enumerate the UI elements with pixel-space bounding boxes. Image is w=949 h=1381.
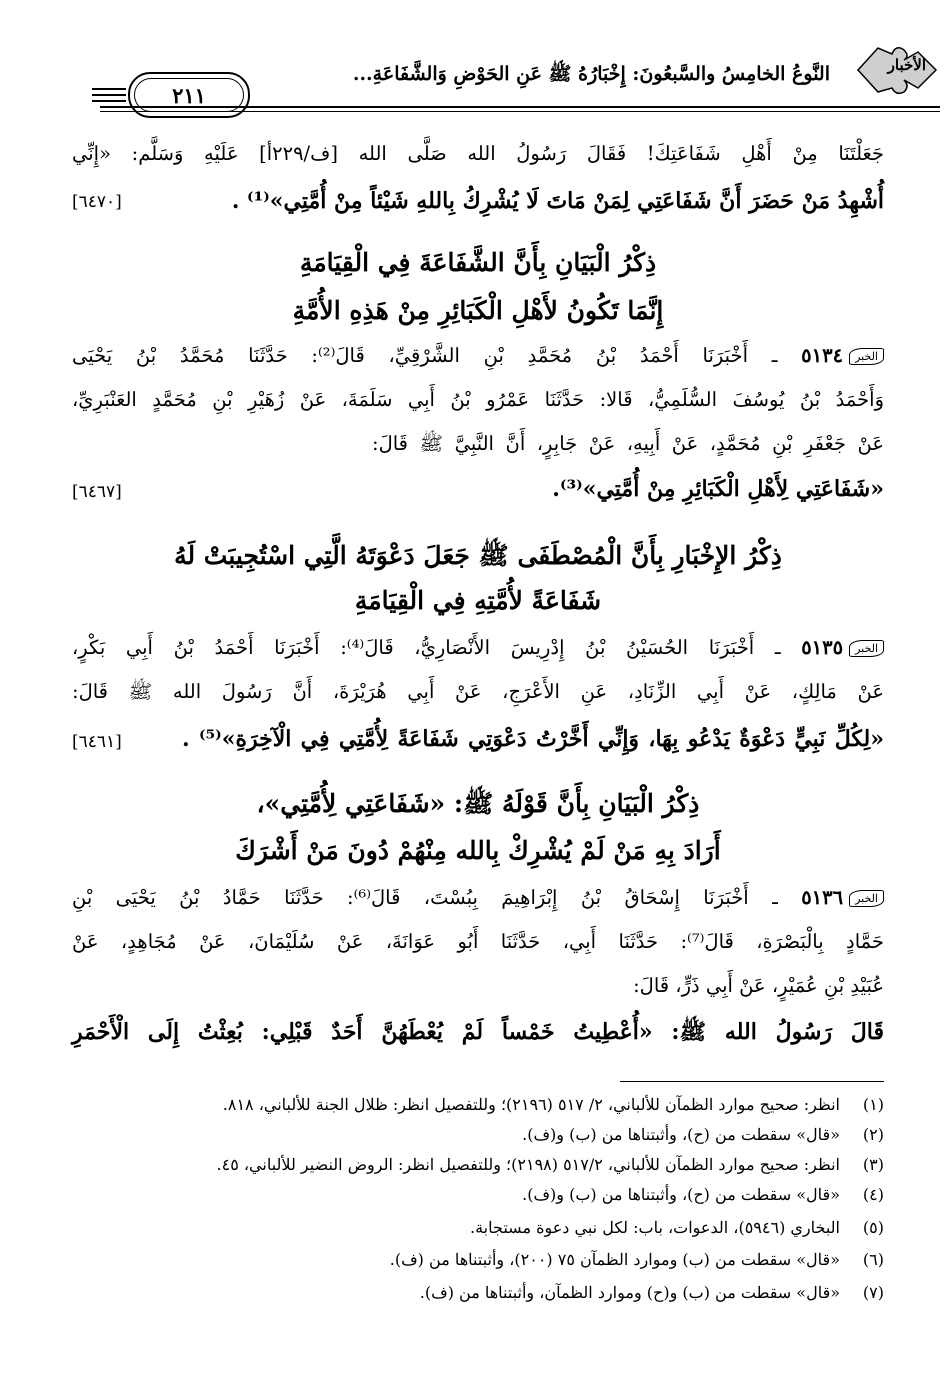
footnote: (٧)«قال» سقطت من (ب) و(ح) وموارد الظمآن، وأثبتناها من (ف). xyxy=(419,1283,884,1302)
hadith-text: ـ أَخْبَرَنَا إِسْحَاقُ بْنُ إِبْرَاهِيمَ بِبُسْتَ، قَالَ⁽⁶⁾: حَدَّثَنَا حَمَّادُ بْنُ يَحْيَى بْنِ xyxy=(72,886,778,909)
text-line: قَالَ رَسُولُ الله ﷺ: «أُعْطِيتُ خَمْساً لَمْ يُعْطَهُنَّ أَحَدٌ قَبْلِي: بُعِثْتُ إِلَى الْأَحْمَرِ xyxy=(72,1019,884,1045)
footnote: (١)انظر: صحيح موارد الظمآن للألباني، ٢/ ٥١٧ (٢١٩٦)؛ وللتفصيل انظر: ظلال الجنة للألباني، ٨١٨. xyxy=(222,1095,884,1114)
hadith-reference: [٦٤٦١] xyxy=(72,732,122,752)
footnote: (٦)«قال» سقطت من (ب) وموارد الظمآن ٧٥ (٢٠٠)، وأثبتناها من (ف). xyxy=(389,1250,884,1269)
section-heading: ذِكْرُ الإِخْبَارِ بِأَنَّ الْمُصْطَفَى ﷺ جَعَلَ دَعْوَتَهُ الَّتِي اسْتُجِيبَتْ لَهُ xyxy=(174,541,782,570)
running-title: النَّوعُ الخامِسُ والسَّبعُونَ: إِخْبَارُهُ ﷺ عَنِ الحَوْضِ وَالشَّفَاعَةِ... xyxy=(352,63,830,85)
text-line: عُبَيْدِ بْنِ عُمَيْرٍ، عَنْ أَبِي ذَرٍّ، قَالَ: xyxy=(633,974,884,997)
page-number: ٢١١ xyxy=(172,82,206,108)
hadith-badge: الخبر xyxy=(849,348,884,365)
text-line: جَعَلْتَنَا مِنْ أَهْلِ شَفَاعَتِكَ! فَقَالَ رَسُولُ الله صَلَّى الله [ف/٢٢٩أ] عَلَيْهِ وَسَلَّم: «إِنِّي xyxy=(72,142,884,165)
text-line: حَمَّادٍ بِالْبَصْرَةِ، قَالَ⁽⁷⁾: حَدَّثَنَا أَبِي، حَدَّثَنَا أَبُو عَوَانَةَ، عَنْ سُلَيْمَانَ، عَنْ مُجَاهِدٍ، عَنْ xyxy=(72,930,884,953)
text-line: أُشْهِدُ مَنْ حَضَرَ أَنَّ شَفَاعَتِي لِمَنْ مَاتَ لَا يُشْرِكُ بِاللهِ شَيْئاً مِنْ أُمَّتِي»⁽¹⁾ . xyxy=(231,188,884,214)
hadith-reference: [٦٤٧٠] xyxy=(72,192,122,212)
section-badge-label: الأخبار xyxy=(887,56,926,74)
footnote: (٤)«قال» سقطت من (ح)، وأثبتناها من (ب) و(ف). xyxy=(522,1185,884,1204)
text-line: عَنْ جَعْفَرِ بْنِ مُحَمَّدٍ، عَنْ أَبِيهِ، عَنْ جَابِرٍ، أَنَّ النَّبِيَّ ﷺ قَالَ: xyxy=(372,432,884,455)
hadith-badge: الخبر xyxy=(849,890,884,907)
footnote: (٥)البخاري (٥٩٤٦)، الدعوات، باب: لكل نبي دعوة مستجابة. xyxy=(470,1218,884,1237)
text-line: عَنْ مَالِكٍ، عَنْ أَبِي الزِّنَادِ، عَنِ الأَعْرَجِ، عَنْ أَبِي هُرَيْرَةَ، أَنَّ رَسُولَ الله ﷺ قَالَ: xyxy=(72,680,884,703)
text-line: «لِكُلِّ نَبِيٍّ دَعْوَةٌ يَدْعُو بِهَا، وَإِنِّي أَخَّرْتُ دَعْوَتِي شَفَاعَةً لِأُمَّتِي فِي الْآخِرَةِ»⁽⁵⁾ . xyxy=(182,726,884,752)
section-heading: شَفَاعَةً لأُمَّتِهِ فِي الْقِيَامَةِ xyxy=(354,586,602,615)
section-heading: ذِكْرُ الْبَيَانِ بِأَنَّ الشَّفَاعَةَ فِي الْقِيَامَةِ xyxy=(299,248,657,277)
hadith-text: ـ أَخْبَرَنَا أَحْمَدُ بْنُ مُحَمَّدِ بْنِ الشَّرْقِيِّ، قَالَ⁽²⁾: حَدَّثَنَا مُحَمَّدُ بْنُ يَحْيَى xyxy=(72,344,778,367)
hadith-text: ـ أَخْبَرَنَا الحُسَيْنُ بْنُ إِدْرِيسَ الأَنْصَارِيُّ، قَالَ⁽⁴⁾: أَخْبَرَنَا أَحْمَدُ بْنُ أَبِي بَكْرٍ، xyxy=(72,636,781,659)
hadith-5135-line xyxy=(72,636,884,659)
footnote: (٢)«قال» سقطت من (ح)، وأثبتناها من (ب) و(ف). xyxy=(522,1125,884,1144)
text-line: «شَفَاعَتِي لِأَهْلِ الْكَبَائِرِ مِنْ أُمَّتِي»⁽³⁾. xyxy=(552,476,884,502)
footnote: (٣)انظر: صحيح موارد الظمآن للألباني، ٥١٧/٢ (٢١٩٨)؛ وللتفصيل انظر: الروض النضير للألباني، ٤٥. xyxy=(216,1155,884,1174)
hadith-reference: [٦٤٦٧] xyxy=(72,482,122,502)
footnote-separator xyxy=(620,1081,884,1082)
hadith-5136-line xyxy=(72,886,884,909)
hadith-number: ٥١٣٦ xyxy=(801,886,844,909)
text-line: وَأَحْمَدُ بْنُ يُوسُفَ السُّلَمِيُّ، قَالا: حَدَّثَنَا عَمْرُو بْنُ أَبِي سَلَمَةَ، عَنْ زُهَيْرِ بْنِ مُحَمَّدٍ العَنْبَرِيِّ، xyxy=(72,388,884,411)
section-heading: ذِكْرُ الْبَيَانِ بِأَنَّ قَوْلَهُ ﷺ: «شَفَاعَتِي لِأُمَّتِي»، xyxy=(256,789,700,818)
hadith-5134-line xyxy=(72,344,884,367)
hadith-number: ٥١٣٤ xyxy=(801,344,844,367)
hadith-badge: الخبر xyxy=(849,640,884,657)
hadith-number: ٥١٣٥ xyxy=(801,636,844,659)
section-heading: إِنَّمَا تَكُونُ لأَهْلِ الْكَبَائِرِ مِنْ هَذِهِ الأُمَّةِ xyxy=(292,296,664,325)
section-heading: أَرَادَ بِهِ مَنْ لَمْ يُشْرِكْ بِالله مِنْهُمْ دُونَ مَنْ أَشْرَكَ xyxy=(235,836,721,865)
